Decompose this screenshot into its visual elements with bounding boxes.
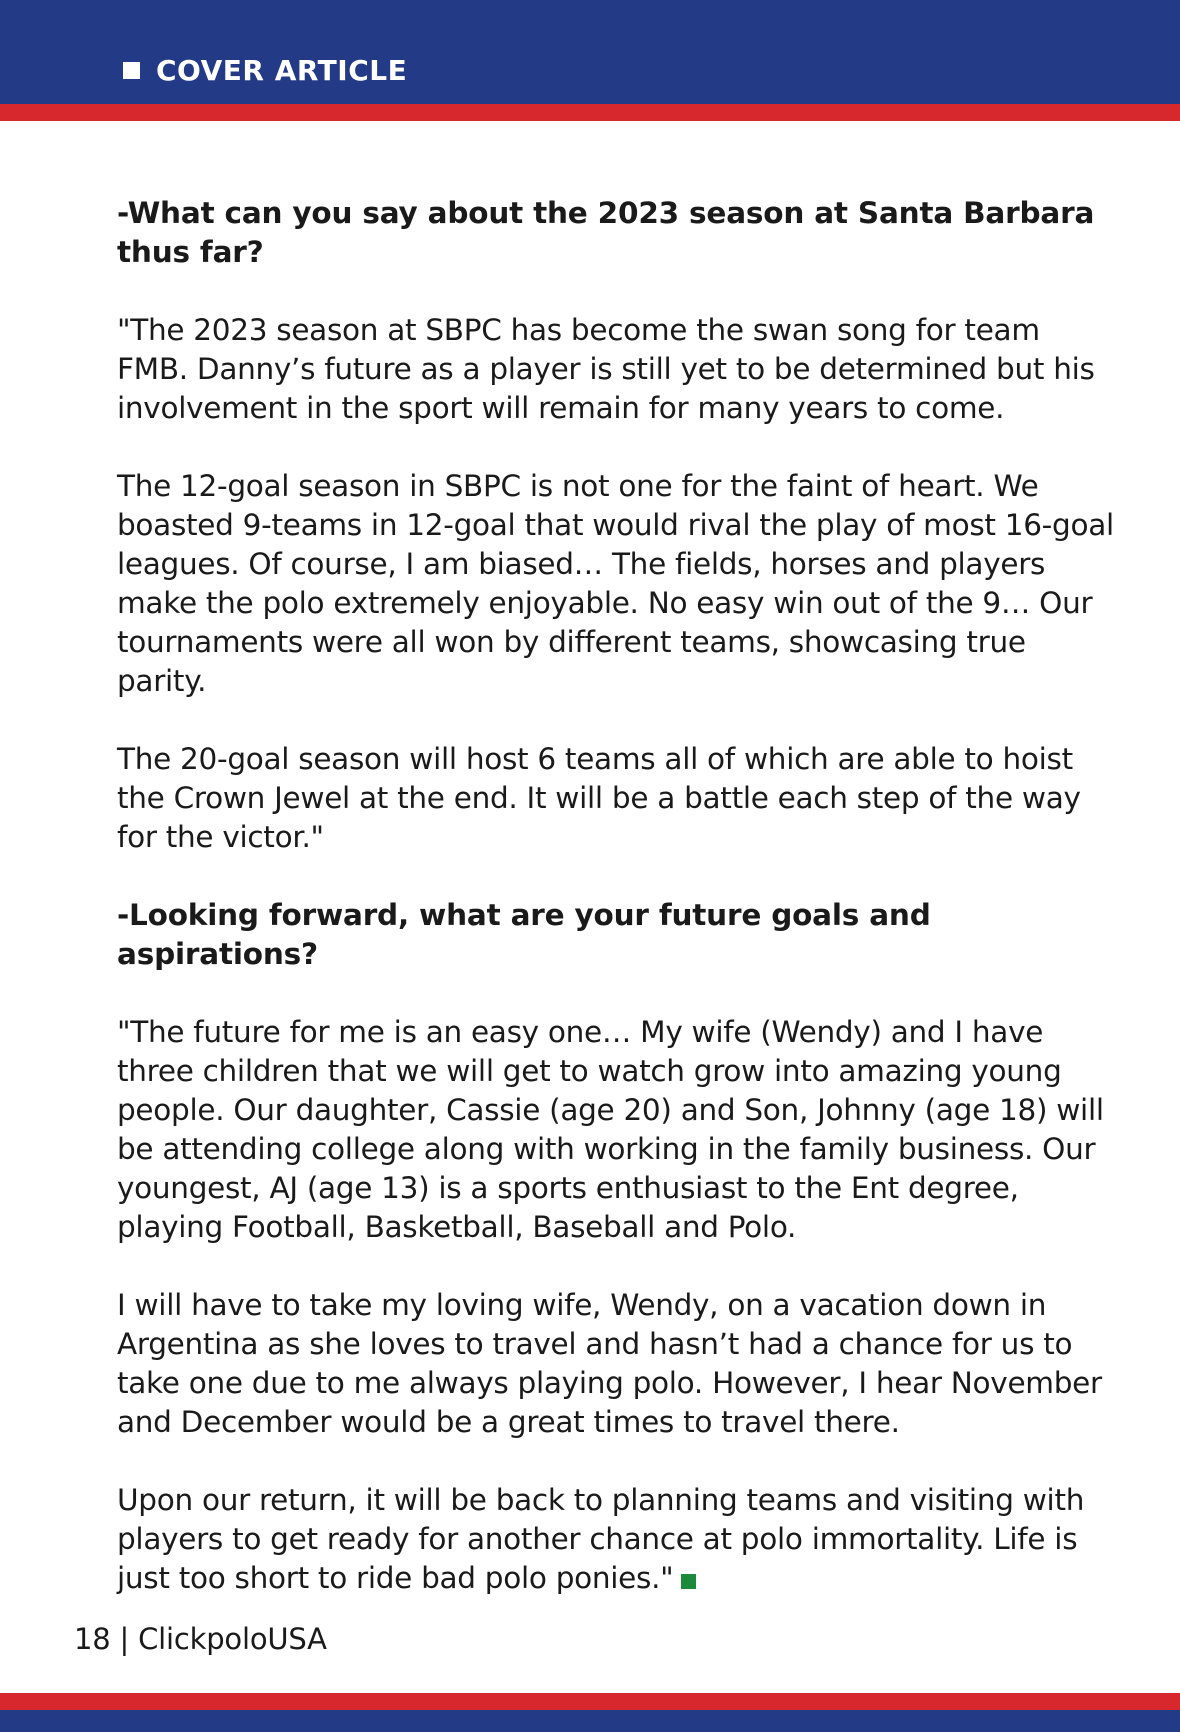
section-label [123,46,407,94]
footer-band [0,1710,1180,1732]
answer-paragraph: "The future for me is an easy one… My wife (Wendy) and I have three children that we will get to watch grow into amazing young people. Our daughter, Cassie (age 20) and Son, Johnny (age 18) will be attending college along with working in the family business. Our youngest, AJ (age 13) is a sports enthusiast to the Ent degree, playing Football, Basketball, Baseball and Polo. [117,1015,1104,1244]
answer-paragraph: I will have to take my loving wife, Wendy, on a vacation down in Argentina as she loves to travel and hasn’t had a chance for us to take one due to me always playing polo. However, I hear November and December would be a great times to travel there. [117,1288,1102,1439]
end-of-article-icon [681,1574,696,1589]
footer-stripe [0,1693,1180,1710]
article-body [117,194,1117,1598]
answer-paragraph-final [117,1481,1117,1598]
page-footer: 18 | ClickpoloUSA [74,1622,327,1656]
interview-question: -Looking forward, what are your future goals and aspirations? [117,898,931,971]
answer-paragraph: The 12-goal season in SBPC is not one for the faint of heart. We boasted 9-teams in 12-goal that would rival the play of most 16-goal leagues. Of course, I am biased… The fields, horses and players make the polo extremely enjoyable. No easy win out of the 9… Our tournaments were all won by different teams, showcasing true parity. [117,469,1114,698]
final-paragraph-text: Upon our return, it will be back to planning teams and visiting with players to get ready for another chance at polo immortality. Life is just too short to ride bad polo ponies." [117,1483,1085,1595]
header-stripe [0,104,1180,121]
answer-paragraph: "The 2023 season at SBPC has become the swan song for team FMB. Danny’s future as a player is still yet to be determined but his involvement in the sport will remain for many years to come. [117,313,1095,425]
interview-question: -What can you say about the 2023 season at Santa Barbara thus far? [117,196,1095,269]
section-label-text: COVER ARTICLE [156,53,408,87]
square-bullet-icon [123,62,140,79]
answer-paragraph: The 20-goal season will host 6 teams all of which are able to hoist the Crown Jewel at the end. It will be a battle each step of the way for the victor." [117,742,1081,854]
